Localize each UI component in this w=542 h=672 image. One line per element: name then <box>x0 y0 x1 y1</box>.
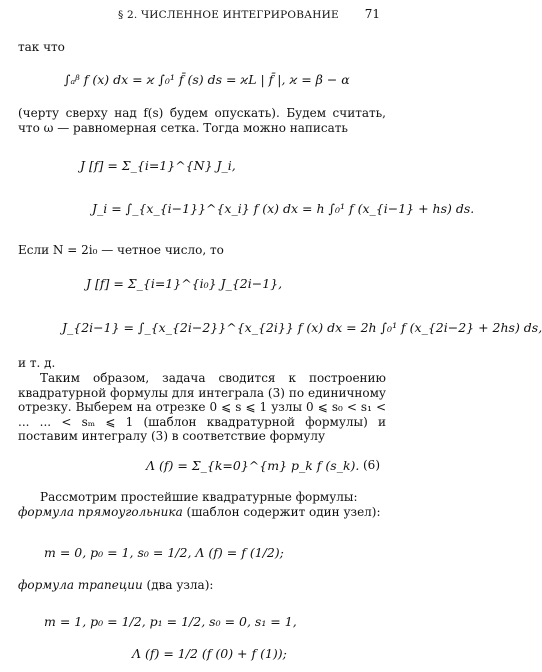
paragraph-6-rest: (шаблон содержит один узел): <box>182 505 381 519</box>
paragraph-7 <box>18 578 213 592</box>
equation-5: J_{2i−1} = ∫_{x_{2i−2}}^{x_{2i}} f (x) dx = 2h ∫₀¹ f (x_{2i−2} + 2hs) ds, <box>62 320 542 335</box>
equation-6-number: (6) <box>363 458 380 472</box>
text-line-intro: так что <box>18 40 65 54</box>
equation-2: J [f] = Σ_{i=1}^{N} J_i, <box>80 158 236 173</box>
equation-1: ∫ₐᵝ f (x) dx = ϰ ∫₀¹ f̄ (s) ds = ϰL | f̄ |, ϰ = β − α <box>64 72 350 87</box>
equation-7: m = 0, p₀ = 1, s₀ = 1/2, Λ (f) = f (1/2); <box>44 545 284 560</box>
equation-9: Λ (f) = 1/2 (f (0) + f (1)); <box>132 646 287 661</box>
equation-3: J_i = ∫_{x_{i−1}}^{x_i} f (x) dx = h ∫₀¹ f (x_{i−1} + hs) ds. <box>92 201 475 216</box>
formula-rectangle-term: формула прямоугольника <box>18 505 183 519</box>
paragraph-6 <box>18 505 386 520</box>
paragraph-5: Рассмотрим простейшие квадратурные формулы: <box>40 490 358 504</box>
paragraph-7-rest: (два узла): <box>142 578 214 592</box>
paragraph-1: (черту сверху над f(s) будем опускать). Будем считать, что ω — равномерная сетка. Тогда можно написать <box>18 106 386 135</box>
paragraph-4: Таким образом, задача сводится к построению квадратурной формулы для интеграла (3) по единичному отрезку. Выберем на отрезке 0 ⩽ s ⩽ 1 узлы 0 ⩽ s₀ < s₁ < ... ... < sₘ ⩽ 1 (шаблон квадратурной формулы) и поставим интегралу (3) в соответствие формулу <box>18 371 386 443</box>
formula-trapezoid-term: формула трапеции <box>18 578 143 592</box>
paragraph-2: Если N = 2i₀ — четное число, то <box>18 243 224 257</box>
paragraph-3: и т. д. <box>18 356 56 370</box>
equation-6: Λ (f) = Σ_{k=0}^{m} p_k f (s_k). <box>146 458 360 473</box>
page-number: 71 <box>364 7 380 21</box>
running-title: § 2. ЧИСЛЕННОЕ ИНТЕГРИРОВАНИЕ <box>118 9 339 21</box>
equation-8: m = 1, p₀ = 1/2, p₁ = 1/2, s₀ = 0, s₁ = 1, <box>44 614 297 629</box>
page-header <box>0 6 402 24</box>
equation-4: J [f] = Σ_{i=1}^{i₀} J_{2i−1}, <box>86 276 283 291</box>
equation-6-row <box>0 458 402 478</box>
